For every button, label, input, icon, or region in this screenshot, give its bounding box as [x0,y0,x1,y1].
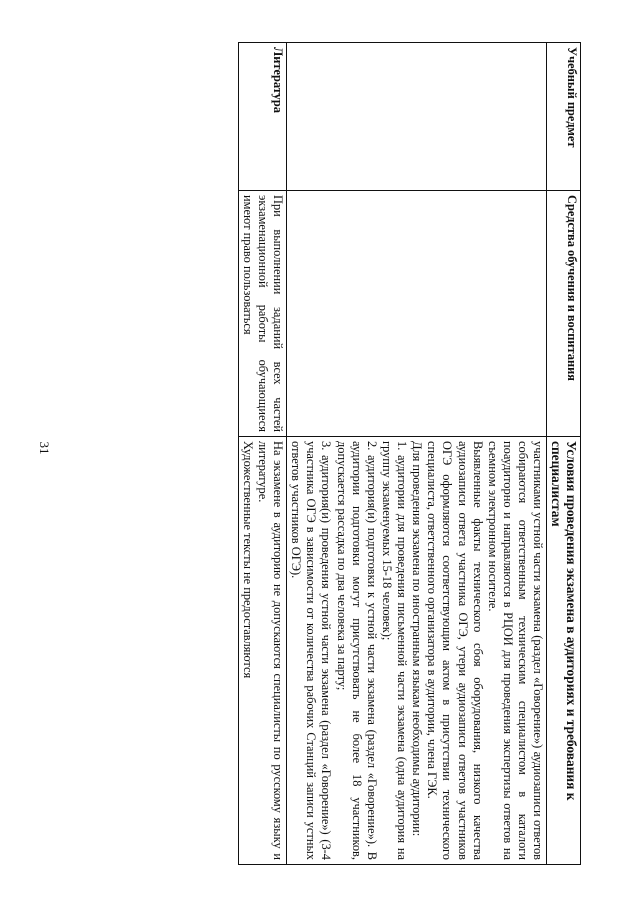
cell-tools: При выполнении заданий всех частей экзаменационной работы обучающиеся имеют право пользоваться [238,191,286,437]
conditions-paragraph: Художественные тексты не предоставляются [240,441,255,679]
cell-subject [287,43,547,191]
rotated-page-content [59,42,581,864]
exam-conditions-table [238,42,581,865]
table-row [238,43,286,865]
conditions-paragraph: 1. аудитории для проведения письменной части экзамена (одна аудитория на группу экзаменуемых 15-18 человек); [379,441,410,860]
cell-conditions [287,437,547,865]
cell-tools [287,191,547,437]
conditions-paragraph: участниками устной части экзамена (раздел «Говорение») аудиозаписи ответов собираются ответственным техническим специалистом в каталоги поаудиторно и направляются в РЦОИ для проведения экспертизы ответов на съемном электронном носителе. [485,441,546,860]
conditions-paragraph: Для проведения экзамена по иностранным языкам необходимы аудитории: [410,441,425,837]
conditions-paragraph: 3. аудитория(и) проведения устной части экзамена (раздел «Говорение») (3-4 участника ОГЭ в зависимости от количества рабочих Станций записи устных ответов участников ОГЭ). [289,441,334,860]
conditions-paragraph: Выявленные факты технического сбоя оборудования, низкого качества аудиозаписи ответа участника ОГЭ, утери аудиозаписи ответов участников ОГЭ оформляются соответствующим актом в присутствии технического специалиста, ответственного организатора в аудитории, члена ГЭК. [425,441,485,860]
header-tools: Средства обучения и воспитания [547,191,581,437]
header-subject: Учебный предмет [547,43,581,191]
conditions-paragraph: На экзамене в аудиторию не допускаются специалисты по русскому языку и литературе. [255,441,286,860]
conditions-paragraph: 2. аудитория(и) подготовки к устной части экзамена (раздел «Говорение»). В аудитории подготовки могут присутствовать не более 18 участников, допускается рассадка по два человека за парту; [334,441,379,860]
table-row [287,43,547,865]
cell-subject: Литература [238,43,286,191]
page-number: 31 [37,441,52,455]
cell-conditions [238,437,286,865]
header-conditions: Условия проведения экзамена в аудиториях и требования к специалистам [547,437,581,865]
table-header-row [547,43,581,865]
